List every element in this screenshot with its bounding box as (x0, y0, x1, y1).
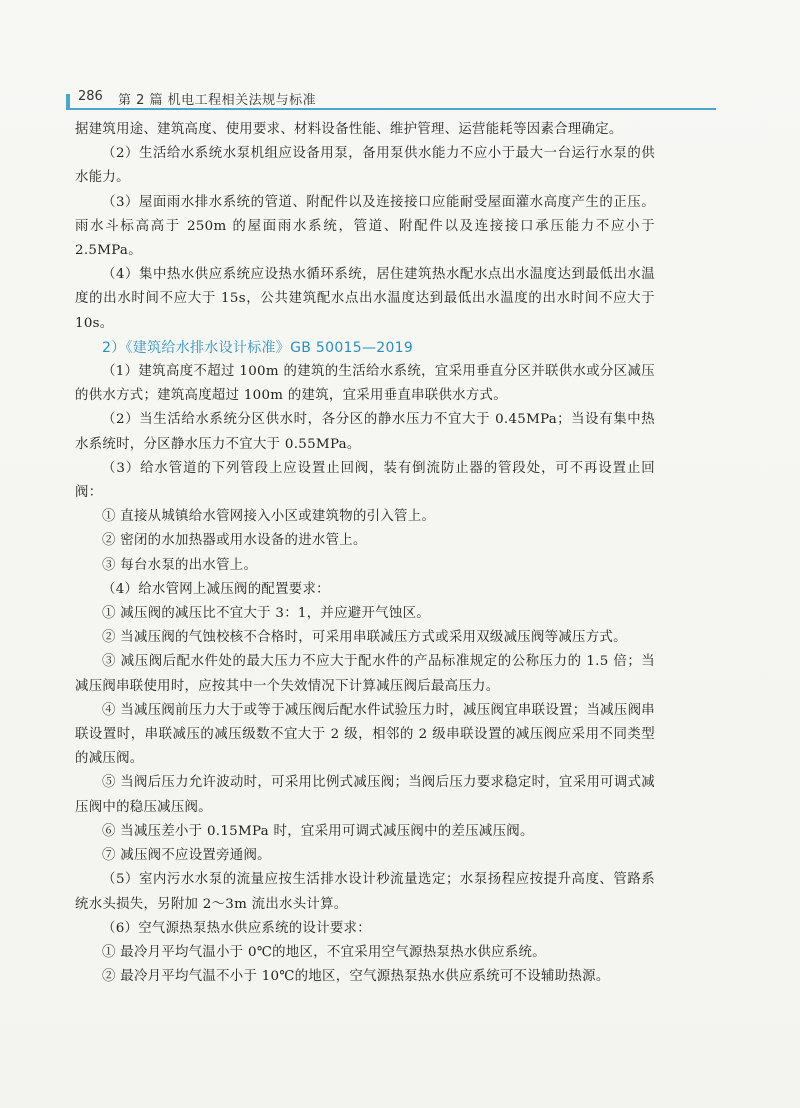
list-item: ③ 减压阀后配水件处的最大压力不应大于配水件的产品标准规定的公称压力的 1.5 倍；当减压阀串联使用时，应按其中一个失效情况下计算减压阀后最高压力。 (75, 654, 655, 694)
list-item: ① 直接从城镇给水管网接入小区或建筑物的引入管上。 (102, 509, 436, 525)
list-item: ④ 当减压阀前压力大于或等于减压阀后配水件试验压力时，减压阀宜串联设置；当减压阀串联设置时，串联减压的减压级数不宜大于 2 级，相邻的 2 级串联设置的减压阀应采用不同类型的减压阀。 (75, 702, 655, 767)
paragraph-continued: 据建筑用途、建筑高度、使用要求、材料设备性能、维护管理、运营能耗等因素合理确定。 (75, 122, 623, 137)
page-header (66, 86, 716, 112)
paragraph: （4）给水管网上减压阀的配置要求： (102, 581, 330, 597)
list-item: ② 密闭的水加热器或用水设备的进水管上。 (102, 533, 367, 549)
paragraph: （6）空气源热泵热水供应系统的设计要求： (102, 920, 371, 936)
list-item: ⑥ 当减压差小于 0.15MPa 时，宜采用可调式减压阀中的差压减压阀。 (102, 823, 534, 839)
paragraph: （1）建筑高度不超过 100m 的建筑的生活给水系统，宜采用垂直分区并联供水或分区减压的供水方式；建筑高度超过 100m 的建筑，宜采用垂直串联供水方式。 (75, 364, 655, 404)
list-item: ① 最冷月平均气温小于 0℃的地区，不宜采用空气源热泵热水供应系统。 (102, 944, 546, 960)
paragraph: （2）当生活给水系统分区供水时，各分区的静水压力不宜大于 0.45MPa；当设有集中热水系统时，分区静水压力不宜大于 0.55MPa。 (75, 412, 655, 452)
paragraph: （5）室内污水水泵的流量应按生活排水设计秒流量选定；水泵扬程应按提升高度、管路系统水头损失，另附加 2～3m 流出水头计算。 (75, 872, 655, 912)
paragraph: （4）集中热水供应系统应设热水循环系统，居住建筑热水配水点出水温度达到最低出水温度的出水时间不应大于 15s，公共建筑配水点出水温度达到最低出水温度的出水时间不应大于 10s。 (75, 267, 655, 331)
paragraph: （3）屋面雨水排水系统的管道、附配件以及连接接口应能耐受屋面灌水高度产生的正压。雨水斗标高高于 250m 的屋面雨水系统，管道、附配件以及连接接口承压能力不应小于 2.5MPa。 (75, 194, 655, 259)
page-body (75, 118, 655, 989)
list-item: ① 减压阀的减压比不宜大于 3：1，并应避开气蚀区。 (102, 606, 430, 622)
page-number: 286 (78, 89, 103, 104)
list-item: ② 最冷月平均气温不小于 10℃的地区，空气源热泵热水供应系统可不设辅助热源。 (102, 969, 610, 985)
list-item: ② 当减压阀的气蚀校核不合格时，可采用串联减压方式或采用双级减压阀等减压方式。 (102, 630, 627, 646)
chapter-title: 第 2 篇 机电工程相关法规与标准 (118, 93, 317, 108)
list-item: ③ 每台水泵的出水管上。 (102, 557, 258, 573)
header-rule (66, 108, 716, 110)
paragraph: （3）给水管道的下列管段上应设置止回阀，装有倒流防止器的管段处，可不再设置止回阀： (75, 460, 655, 501)
list-item: ⑤ 当阀后压力允许波动时，可采用比例式减压阀；当阀后压力要求稳定时，宜采用可调式减压阀中的稳压减压阀。 (75, 775, 655, 815)
paragraph: （2）生活给水系统水泵机组应设备用泵，备用泵供水能力不应小于最大一台运行水泵的供水能力。 (75, 146, 655, 186)
list-item: ⑦ 减压阀不应设置旁通阀。 (102, 848, 271, 864)
section-title: 2）《建筑给水排水设计标准》GB 50015—2019 (102, 339, 414, 356)
